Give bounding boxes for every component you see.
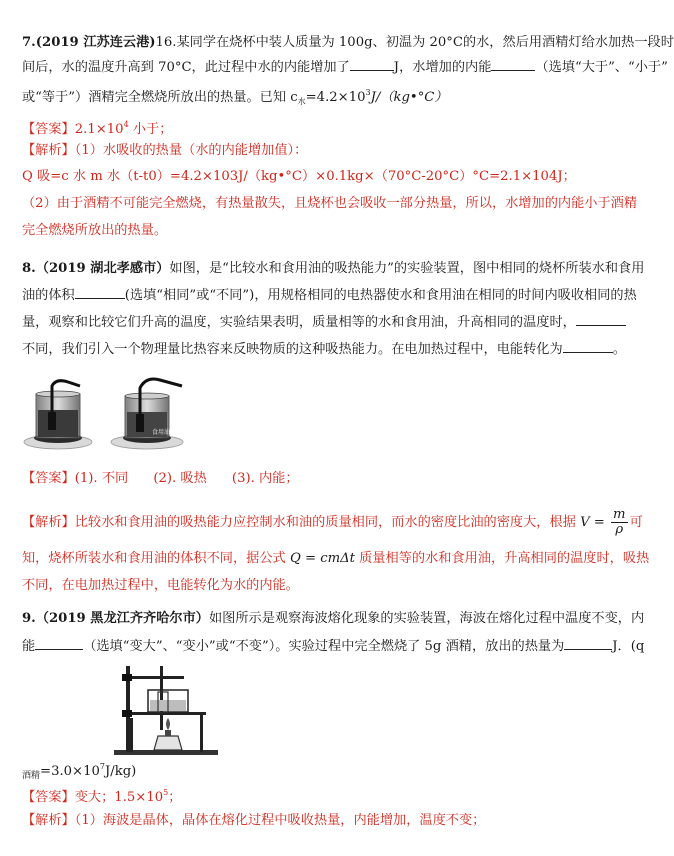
q9-blank-1[interactable] [35, 637, 83, 650]
q9-answer-a: 变大；1.5×10 [74, 790, 164, 805]
q8-line-4 [22, 340, 626, 359]
q7-explain-tag: 【解析】 [22, 143, 75, 158]
q8-formula-denominator: ρ [615, 522, 624, 537]
q9-text-3b: J/kg) [104, 764, 137, 779]
q9-line-2 [22, 637, 645, 656]
q8-blank-2[interactable] [576, 313, 626, 326]
q9-explain-text-1: （1）海波是晶体，晶体在熔化过程中吸收热量，内能增加，温度不变； [74, 813, 486, 828]
q9-text-1: 如图所示是观察海波熔化现象的实验装置，海波在熔化过程中温度不变，内 [208, 611, 645, 626]
q7-text-2b: J，水增加的内能 [393, 60, 492, 75]
q8-formula-heat: Q = cmΔt [289, 551, 355, 566]
q9-explain-1 [22, 812, 622, 830]
q7-text-2a: 间后，水的温度升高到 70°C，此过程中水的内能增加了 [22, 60, 350, 75]
q7-answer-a: 2.1×10 [74, 122, 124, 137]
q9-text-3a: =3.0×10 [40, 764, 100, 779]
q7-line-3 [22, 84, 622, 111]
q9-blank-2[interactable] [564, 637, 612, 650]
q9-answer-b: ； [168, 790, 182, 805]
q8-source: （2019 湖北孝感市） [35, 261, 170, 276]
q8-text-2a: 油的体积 [22, 288, 75, 303]
q8-answer-tag: 【答案】 [22, 471, 75, 486]
q8-formula-fraction [611, 508, 628, 537]
q8-text-1: 如图，是“比较水和食用油的吸热能力”的实验装置，图中相同的烧杯所装水和食用 [169, 261, 645, 276]
q9-explain-tag: 【解析】 [22, 813, 75, 828]
q7-text-3c: J/（kg•°C） [370, 90, 448, 105]
q8-explain-tag: 【解析】 [22, 515, 75, 530]
q8-text-2b: (选填“相同”或“不同”)，用规格相同的电热器使水和食用油在相同的时间内吸收相同的热 [124, 288, 637, 303]
q7-answer-tag: 【答案】 [22, 122, 75, 137]
beaker-icon [148, 690, 188, 712]
q8-blank-3[interactable] [563, 340, 613, 353]
q8-explain-3: 不同，在电加热过程中，电能转化为水的内能。 [22, 578, 299, 593]
q7-explain-3: （2）由于酒精不可能完全燃烧，有热量散失，且烧杯也会吸收一部分热量，所以，水增加的内能小于酒精 [22, 196, 638, 211]
q7-text-3a: 或“等于”）酒精完全燃烧所放出的热量。已知 c [22, 90, 298, 105]
oil-beaker-icon [111, 379, 183, 449]
q9-text-2a: 能 [22, 639, 36, 654]
q7-explain-4: 完全燃烧所放出的热量。 [22, 223, 168, 238]
q8-explain-1 [22, 507, 643, 538]
q8-explain-text-2a: 知，烧杯所装水和食用油的体积不同，据公式 [22, 551, 286, 566]
q8-text-4b: 。 [612, 342, 626, 357]
q7-text-2c: （选填“大于”、“小于” [535, 60, 668, 75]
q7-explain-2: Q 吸=c 水 m 水（t-t0）=4.2×103J/（kg•°C）×0.1kg×（70°C-20°C）°C=2.1×104J； [22, 169, 576, 184]
q8-text-4a: 不同，我们引入一个物理量比热容来反映物质的这种吸热能力。在电加热过程中，电能转化为 [22, 342, 563, 357]
oil-label: 食用油 [152, 429, 171, 436]
q8-blank-1[interactable] [75, 286, 125, 299]
q7-text-3b: =4.2×10 [305, 90, 366, 105]
q9-answer [22, 784, 622, 807]
q7-number: 7. [22, 35, 36, 50]
q8-text-3a: 量，观察和比较它们升高的温度，实验结果表明，质量相等的水和食用油，升高相同的温度时， [22, 315, 576, 330]
q7-answer [22, 116, 622, 139]
q9-sup-3: 7 [99, 762, 105, 771]
q7-explain-1 [22, 142, 622, 160]
q9-answer-sup: 5 [163, 788, 169, 797]
q8-beakers-figure [22, 372, 192, 452]
water-beaker-icon [24, 381, 92, 449]
q8-formula-eq: = [589, 515, 610, 530]
q8-line-2 [22, 286, 637, 305]
q7-answer-sup: 4 [123, 120, 129, 129]
q8-explain-text-1: 比较水和食用油的吸热能力应控制水和油的质量相同，而水的密度比油的密度大，根据 [74, 515, 576, 530]
q7-sub-water: 水 [297, 97, 306, 106]
q9-line-3 [22, 758, 622, 785]
q9-answer-tag: 【答案】 [22, 790, 75, 805]
q9-apparatus-figure [108, 662, 224, 758]
alcohol-lamp-icon [154, 718, 182, 750]
q8-answer-text: (1). 不同 (2). 吸热 (3). 内能； [74, 471, 299, 486]
q7-text-1: 16.某同学在烧杯中装人质量为 100g、初温为 20°C的水，然后用酒精灯给水加热一段时 [155, 35, 674, 50]
q9-source: （2019 黑龙江齐齐哈尔市） [35, 611, 209, 626]
q8-explain-text-2b: 质量相等的水和食用油，升高相同的温度时，吸热 [359, 551, 650, 566]
q9-number: 9. [22, 611, 36, 626]
q7-blank-1[interactable] [350, 58, 394, 71]
q7-line-1 [22, 34, 674, 52]
q8-answer [22, 470, 622, 488]
q9-text-2c: J．(q [612, 639, 645, 654]
q7-explain-text-1: （1）水吸收的热量（水的内能增加值）： [74, 143, 308, 158]
q7-line-2 [22, 58, 668, 77]
q8-formula-v: V [580, 515, 590, 530]
q7-sup-3: 3 [365, 88, 371, 97]
q7-answer-b: 小于； [128, 122, 173, 137]
q8-line-1 [22, 260, 645, 278]
q8-line-3 [22, 313, 622, 332]
q8-explain-2 [22, 550, 650, 568]
q9-text-2b: （选填“变大”、“变小”或“不变”）。实验过程中完全燃烧了 5g 酒精，放出的热量为 [83, 639, 565, 654]
q8-explain-tail: 可 [629, 515, 643, 530]
q7-source: (2019 江苏连云港) [35, 35, 156, 50]
q9-sub-alcohol: 酒精 [22, 771, 41, 781]
q8-formula-numerator: m [613, 507, 626, 522]
q8-number: 8. [22, 261, 36, 276]
q9-line-1 [22, 610, 645, 628]
q7-blank-2[interactable] [491, 58, 535, 71]
